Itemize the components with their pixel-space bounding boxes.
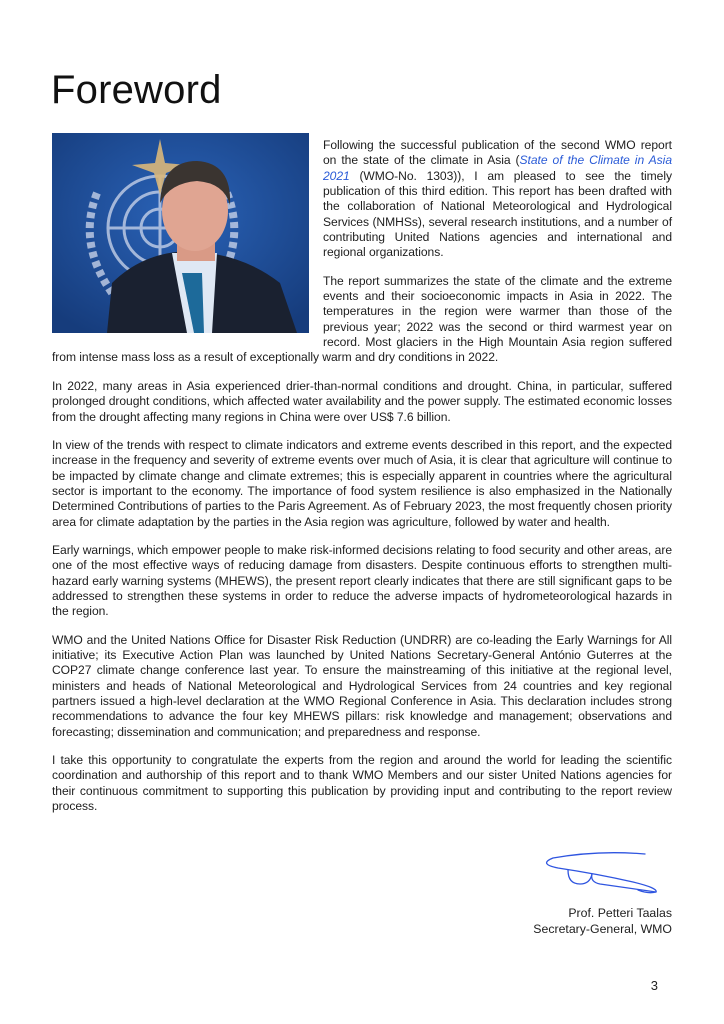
signature [538,846,668,898]
paragraph-7: I take this opportunity to congratulate the experts from the region and around the world for leading the scientific coordination and authorship of this report and to thank WMO Members and our sister United Nations agencies for their continuous commitment to supporting this publication by providing input and contributing to the report review process. [52,753,672,814]
page-number: 3 [650,978,658,993]
paragraph-3: In 2022, many areas in Asia experienced drier-than-normal conditions and drought. China, in particular, suffered prolonged drought conditions, which affected water availability and the power supply. The estimated economic losses from the drought affecting many regions in China were over US$ 7.6 billion. [52,378,672,424]
signer-name: Prof. Petteri Taalas [568,906,672,920]
paragraph-6: WMO and the United Nations Office for Disaster Risk Reduction (UNDRR) are co-leading the Early Warnings for All initiative; its Executive Action Plan was launched by United Nations Secretary-General António Guterres at the COP27 climate change conference last year. To ensure the mainstreaming of this initiative at the regional level, ministers and heads of National Meteorological and Hydrological Services from 24 countries and key regional partners issued a high-level declaration at the WMO Regional Conference in Asia. This declaration includes strong recommendations to advance the four key MHEWS pillars: risk knowledge and management; observations and forecasting; dissemination and communication; and preparedness and response. [52,632,672,739]
paragraph-1: Following the successful publication of the second WMO report on the state of the climate in Asia (State of the Climate in Asia 2021 (WMO-No. 1303)), I am pleased to see the timely publication of this third edition. This report has been drafted with the collaboration of National Meteorological and Hydrological Services (NMHSs), several research institutions, and a number of contributing United Nations agencies and international and regional organizations. [323,138,672,260]
page-title: Foreword [51,68,222,112]
foreword-body [52,138,672,827]
portrait-photo [52,133,309,333]
paragraph-2: The report summarizes the state of the climate and the extreme events and their socioeconomic impacts in Asia in 2022. The temperatures in the region were warmer than those of the previous year; 2022 was the second or third warmest year on record. Most glaciers in the High Mountain Asia region suffered from intense mass loss as a result of exceptionally warm and dry conditions in 2022. [52,273,672,365]
signer-block [533,906,672,937]
paragraph-4: In view of the trends with respect to climate indicators and extreme events described in this report, and the expected increase in the frequency and severity of extreme events over much of Asia, it is clear that agriculture will continue to be impacted by climate change and climate extremes; this is especially apparent in countries where the agricultural sector is important to the economy. The importance of food system resilience is also emphasized in the Nationally Determined Contributions of parties to the Paris Agreement. As of February 2023, the most frequently chosen priority area for climate adaptation by the parties in the Asia region was agriculture, followed by water and health. [52,437,672,529]
report-link[interactable]: State of the Climate in Asia 2021 [323,153,672,183]
paragraph-5: Early warnings, which empower people to make risk-informed decisions relating to food security and other areas, are one of the most effective ways of reducing damage from disasters. Despite continuous efforts to strengthen multi-hazard early warning systems (MHEWS), the present report clearly indicates that there are still significant gaps to be addressed to strengthen these systems in order to reduce the adverse impacts of hydrometeorological hazards in the region. [52,542,672,619]
signer-position: Secretary-General, WMO [533,921,672,936]
